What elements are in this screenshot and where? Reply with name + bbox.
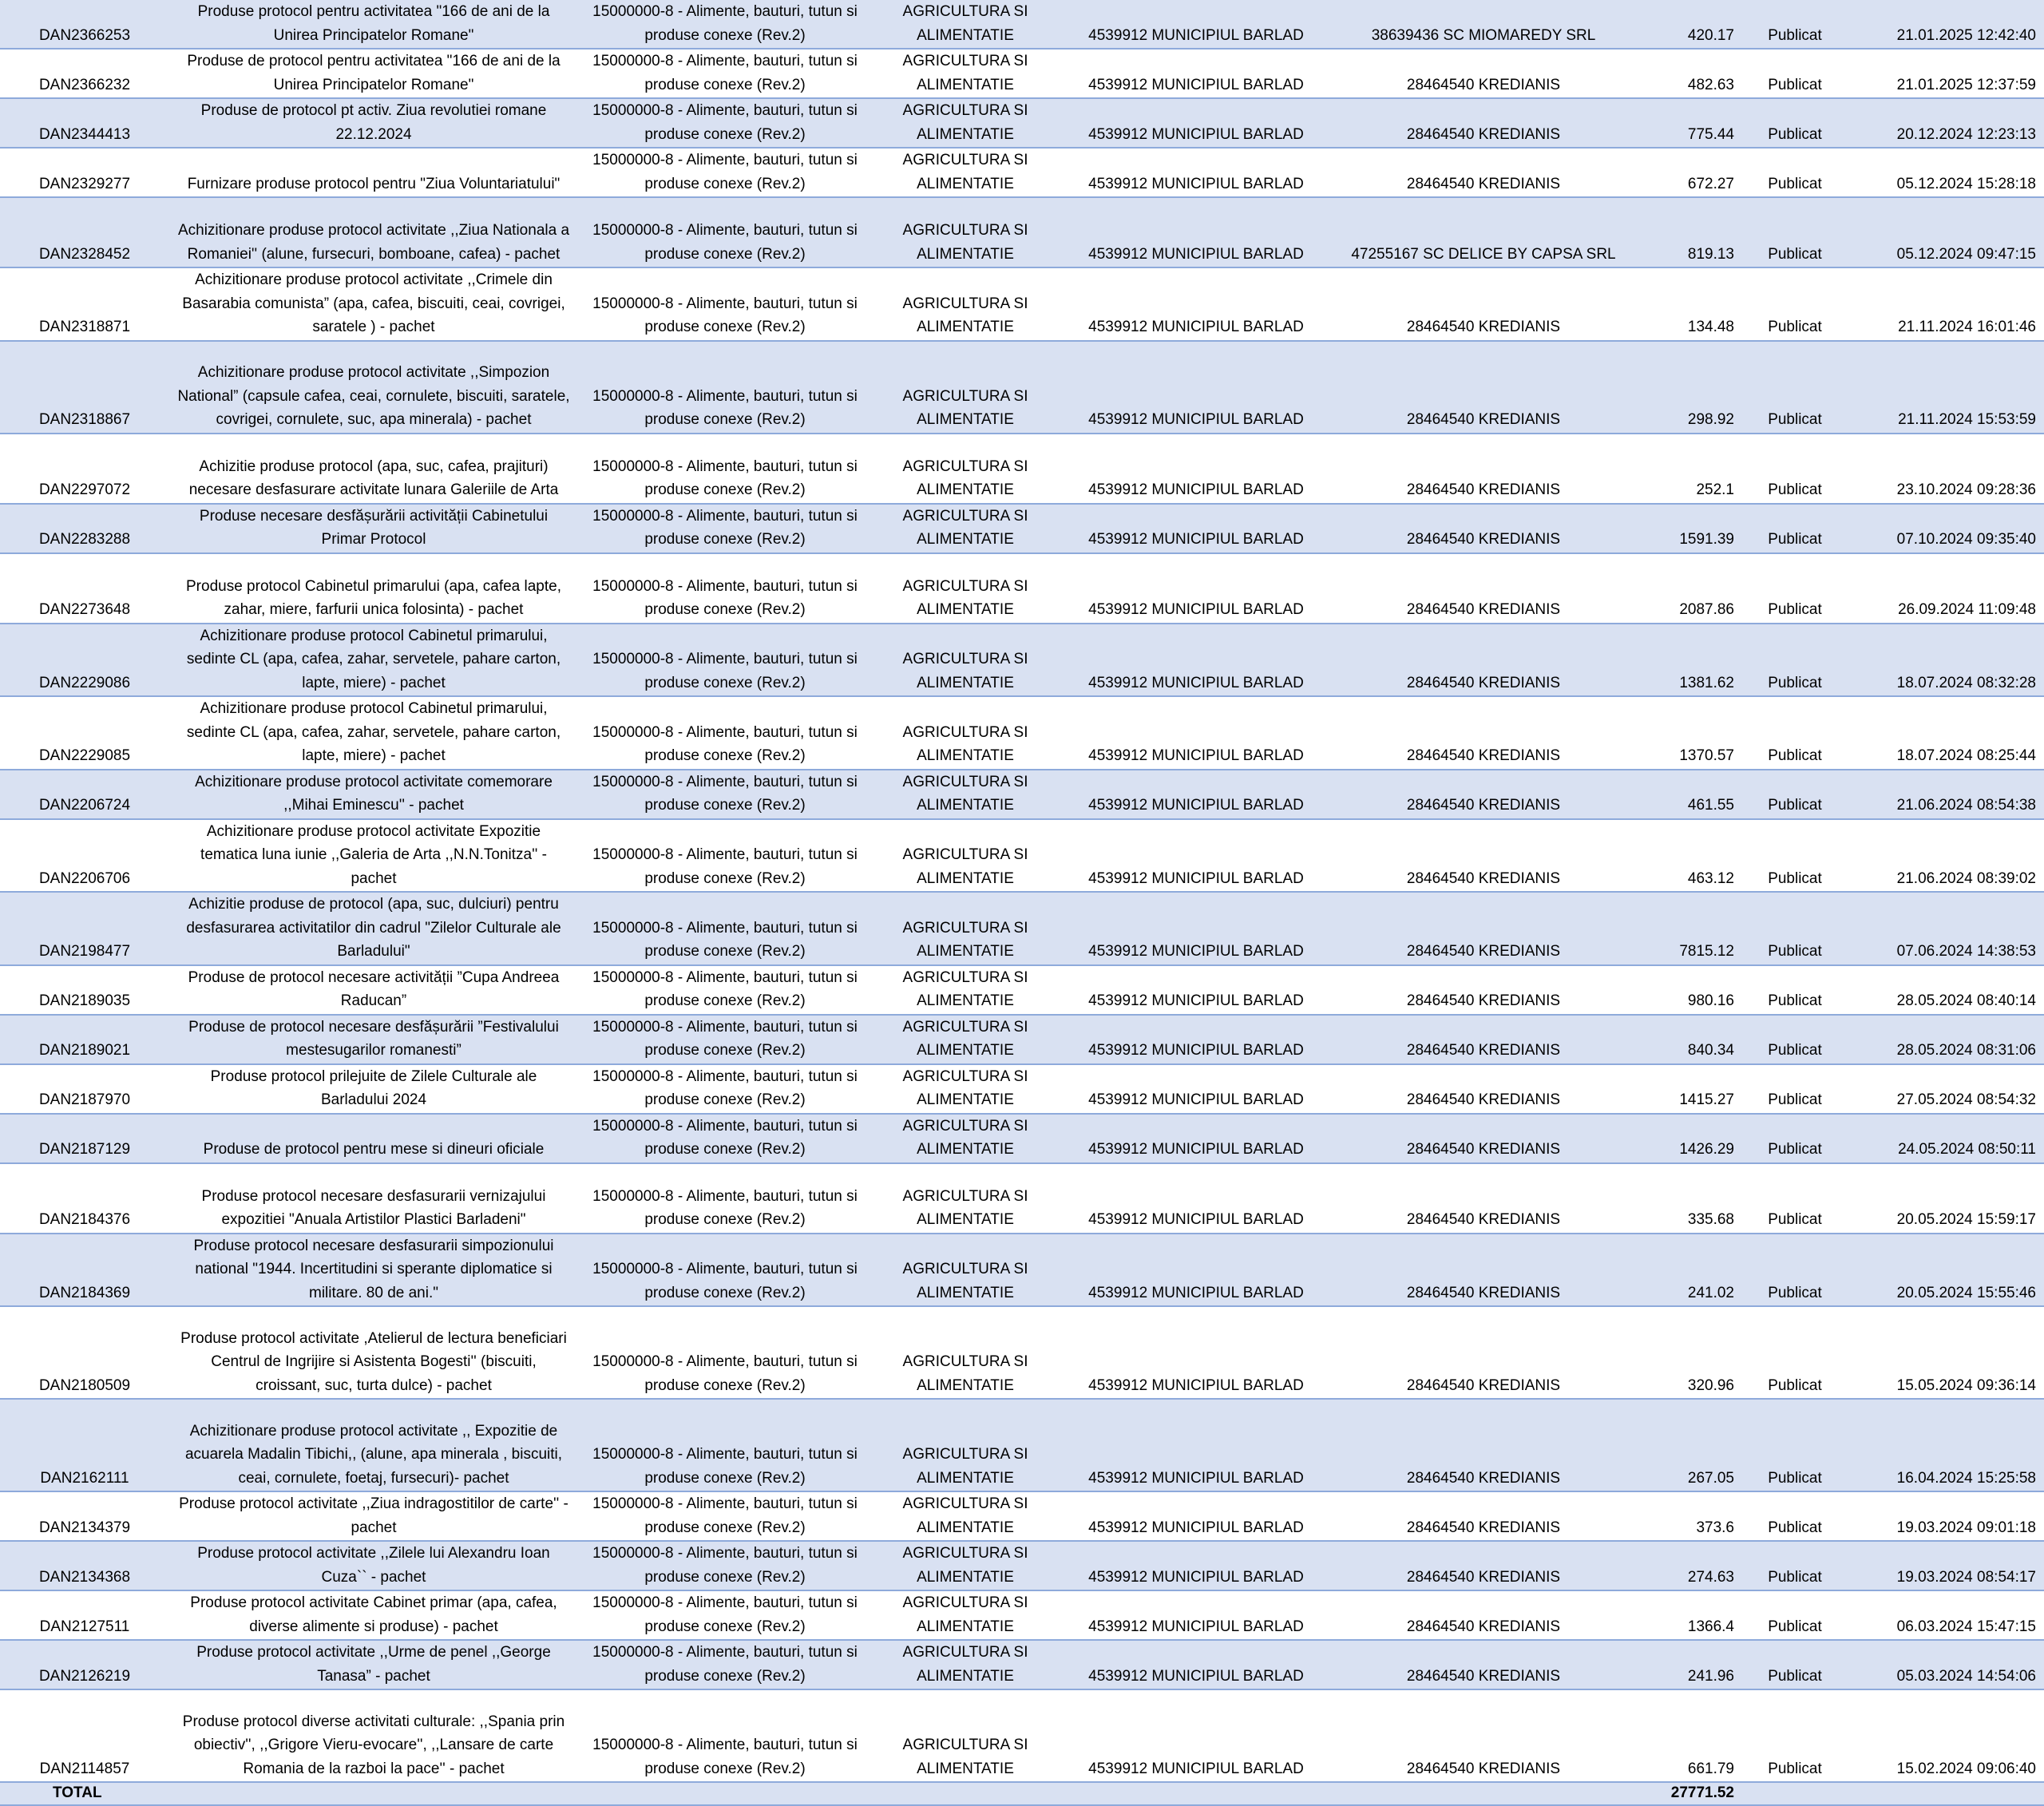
table-row (0, 1399, 2044, 1491)
cell-status: Publicat (1745, 197, 1844, 267)
cell-supplier: 28464540 KREDIANIS (1333, 1640, 1634, 1689)
table-row (0, 1114, 2044, 1163)
cell-value: 463.12 (1634, 819, 1745, 893)
cell-supplier: 28464540 KREDIANIS (1333, 1163, 1634, 1234)
cell-cpv-code: 15000000-8 - Alimente, bauturi, tutun si produse conexe (Rev.2) (578, 892, 872, 965)
cell-domain: AGRICULTURA SI ALIMENTATIE (872, 1640, 1059, 1689)
cell-description: Produse protocol prilejuite de Zilele Culturale ale Barladului 2024 (169, 1064, 578, 1114)
cell-cpv-code: 15000000-8 - Alimente, bauturi, tutun si produse conexe (Rev.2) (578, 504, 872, 553)
cell-domain: AGRICULTURA SI ALIMENTATIE (872, 892, 1059, 965)
cell-description: Achizitionare produse protocol activitate ,,Crimele din Basarabia comunista” (apa, cafea, biscuiti, ceai, covrigei, saratele ) - pachet (169, 267, 578, 341)
cell-description: Produse de protocol pentru mese si dineuri oficiale (169, 1114, 578, 1163)
cell-domain: AGRICULTURA SI ALIMENTATIE (872, 1541, 1059, 1590)
cell-description: Produse protocol activitate ,Atelierul de lectura beneficiari Centrul de Ingrijire si Asistenta Bogesti'' (biscuiti, croissant, suc, turta dulce) - pachet (169, 1306, 578, 1399)
cell-domain: AGRICULTURA SI ALIMENTATIE (872, 819, 1059, 893)
cell-status: Publicat (1745, 1491, 1844, 1541)
cell-authority: 4539912 MUNICIPIUL BARLAD (1059, 434, 1333, 504)
cell-status: Publicat (1745, 49, 1844, 98)
cell-supplier: 28464540 KREDIANIS (1333, 148, 1634, 197)
table-row (0, 1163, 2044, 1234)
cell-status: Publicat (1745, 624, 1844, 697)
cell-status: Publicat (1745, 965, 1844, 1015)
table-row (0, 98, 2044, 148)
cell-description: Produse protocol activitate Cabinet primar (apa, cafea, diverse alimente si produse) - pachet (169, 1590, 578, 1640)
cell-domain: AGRICULTURA SI ALIMENTATIE (872, 1163, 1059, 1234)
cell-description: Achizitionare produse protocol activitate ,, Expozitie de acuarela Madalin Tibichi,, (alune, apa minerala , biscuiti, ceai, cornulete, foetaj, fursecuri)- pachet (169, 1399, 578, 1491)
total-spacer (872, 1782, 1059, 1805)
cell-cpv-code: 15000000-8 - Alimente, bauturi, tutun si produse conexe (Rev.2) (578, 1306, 872, 1399)
cell-date: 07.10.2024 09:35:40 (1844, 504, 2044, 553)
cell-date: 20.12.2024 12:23:13 (1844, 98, 2044, 148)
cell-date: 07.06.2024 14:38:53 (1844, 892, 2044, 965)
cell-id: DAN2273648 (0, 553, 169, 624)
cell-value: 775.44 (1634, 98, 1745, 148)
cell-domain: AGRICULTURA SI ALIMENTATIE (872, 341, 1059, 434)
cell-description: Achizitionare produse protocol Cabinetul primarului, sedinte CL (apa, cafea, zahar, servetele, pahare carton, lapte, miere) - pachet (169, 624, 578, 697)
cell-id: DAN2366253 (0, 0, 169, 49)
cell-authority: 4539912 MUNICIPIUL BARLAD (1059, 1015, 1333, 1064)
cell-date: 18.07.2024 08:25:44 (1844, 696, 2044, 770)
cell-status: Publicat (1745, 696, 1844, 770)
cell-status: Publicat (1745, 1640, 1844, 1689)
cell-description: Produse protocol necesare desfasurarii vernizajului expozitiei "Anuala Artistilor Plastici Barladeni" (169, 1163, 578, 1234)
table-row (0, 1064, 2044, 1114)
cell-domain: AGRICULTURA SI ALIMENTATIE (872, 1015, 1059, 1064)
cell-supplier: 28464540 KREDIANIS (1333, 892, 1634, 965)
cell-domain: AGRICULTURA SI ALIMENTATIE (872, 1491, 1059, 1541)
cell-authority: 4539912 MUNICIPIUL BARLAD (1059, 1640, 1333, 1689)
cell-authority: 4539912 MUNICIPIUL BARLAD (1059, 1541, 1333, 1590)
cell-cpv-code: 15000000-8 - Alimente, bauturi, tutun si produse conexe (Rev.2) (578, 197, 872, 267)
cell-authority: 4539912 MUNICIPIUL BARLAD (1059, 148, 1333, 197)
cell-description: Achizitionare produse protocol activitate ,,Simpozion National” (capsule cafea, ceai, cornulete, biscuiti, saratele, covrigei, cornulete, suc, apa minerala) - pachet (169, 341, 578, 434)
cell-supplier: 28464540 KREDIANIS (1333, 1234, 1634, 1307)
cell-supplier: 28464540 KREDIANIS (1333, 98, 1634, 148)
cell-description: Produse protocol diverse activitati culturale: ,,Spania prin obiectiv'', ,,Grigore Vieru-evocare'', ,,Lansare de carte Romania de la razboi la pace'' - pachet (169, 1689, 578, 1782)
cell-value: 320.96 (1634, 1306, 1745, 1399)
cell-authority: 4539912 MUNICIPIUL BARLAD (1059, 965, 1333, 1015)
cell-id: DAN2283288 (0, 504, 169, 553)
table-row (0, 1689, 2044, 1782)
cell-date: 27.05.2024 08:54:32 (1844, 1064, 2044, 1114)
cell-date: 15.05.2024 09:36:14 (1844, 1306, 2044, 1399)
cell-authority: 4539912 MUNICIPIUL BARLAD (1059, 819, 1333, 893)
cell-id: DAN2189021 (0, 1015, 169, 1064)
cell-value: 7815.12 (1634, 892, 1745, 965)
cell-supplier: 28464540 KREDIANIS (1333, 696, 1634, 770)
cell-date: 23.10.2024 09:28:36 (1844, 434, 2044, 504)
cell-authority: 4539912 MUNICIPIUL BARLAD (1059, 553, 1333, 624)
cell-cpv-code: 15000000-8 - Alimente, bauturi, tutun si produse conexe (Rev.2) (578, 49, 872, 98)
cell-value: 267.05 (1634, 1399, 1745, 1491)
total-spacer (578, 1782, 872, 1805)
cell-domain: AGRICULTURA SI ALIMENTATIE (872, 434, 1059, 504)
cell-authority: 4539912 MUNICIPIUL BARLAD (1059, 98, 1333, 148)
cell-date: 20.05.2024 15:55:46 (1844, 1234, 2044, 1307)
cell-supplier: 28464540 KREDIANIS (1333, 1689, 1634, 1782)
cell-domain: AGRICULTURA SI ALIMENTATIE (872, 624, 1059, 697)
cell-date: 16.04.2024 15:25:58 (1844, 1399, 2044, 1491)
cell-date: 26.09.2024 11:09:48 (1844, 553, 2044, 624)
cell-status: Publicat (1745, 1306, 1844, 1399)
cell-value: 1415.27 (1634, 1064, 1745, 1114)
cell-id: DAN2318867 (0, 341, 169, 434)
cell-value: 252.1 (1634, 434, 1745, 504)
cell-cpv-code: 15000000-8 - Alimente, bauturi, tutun si produse conexe (Rev.2) (578, 1234, 872, 1307)
cell-value: 661.79 (1634, 1689, 1745, 1782)
cell-description: Achizitie produse protocol (apa, suc, cafea, prajituri) necesare desfasurare activitate lunara Galeriile de Arta (169, 434, 578, 504)
table-row (0, 624, 2044, 697)
cell-supplier: 28464540 KREDIANIS (1333, 1590, 1634, 1640)
cell-id: DAN2162111 (0, 1399, 169, 1491)
cell-cpv-code: 15000000-8 - Alimente, bauturi, tutun si produse conexe (Rev.2) (578, 1640, 872, 1689)
cell-cpv-code: 15000000-8 - Alimente, bauturi, tutun si produse conexe (Rev.2) (578, 624, 872, 697)
cell-status: Publicat (1745, 1114, 1844, 1163)
cell-cpv-code: 15000000-8 - Alimente, bauturi, tutun si produse conexe (Rev.2) (578, 267, 872, 341)
cell-id: DAN2187970 (0, 1064, 169, 1114)
cell-status: Publicat (1745, 434, 1844, 504)
cell-authority: 4539912 MUNICIPIUL BARLAD (1059, 1306, 1333, 1399)
cell-date: 05.12.2024 15:28:18 (1844, 148, 2044, 197)
cell-cpv-code: 15000000-8 - Alimente, bauturi, tutun si produse conexe (Rev.2) (578, 98, 872, 148)
cell-value: 482.63 (1634, 49, 1745, 98)
cell-date: 15.02.2024 09:06:40 (1844, 1689, 2044, 1782)
cell-value: 134.48 (1634, 267, 1745, 341)
cell-authority: 4539912 MUNICIPIUL BARLAD (1059, 624, 1333, 697)
cell-cpv-code: 15000000-8 - Alimente, bauturi, tutun si produse conexe (Rev.2) (578, 1064, 872, 1114)
cell-description: Produse protocol activitate ,,Urme de penel ,,George Tanasa” - pachet (169, 1640, 578, 1689)
cell-supplier: 47255167 SC DELICE BY CAPSA SRL (1333, 197, 1634, 267)
cell-id: DAN2297072 (0, 434, 169, 504)
cell-id: DAN2229086 (0, 624, 169, 697)
cell-status: Publicat (1745, 1689, 1844, 1782)
cell-description: Produse protocol activitate ,,Zilele lui Alexandru Ioan Cuza`` - pachet (169, 1541, 578, 1590)
cell-authority: 4539912 MUNICIPIUL BARLAD (1059, 0, 1333, 49)
cell-domain: AGRICULTURA SI ALIMENTATIE (872, 1114, 1059, 1163)
cell-status: Publicat (1745, 892, 1844, 965)
cell-status: Publicat (1745, 267, 1844, 341)
cell-supplier: 28464540 KREDIANIS (1333, 434, 1634, 504)
cell-value: 1591.39 (1634, 504, 1745, 553)
cell-supplier: 28464540 KREDIANIS (1333, 1306, 1634, 1399)
cell-description: Produse protocol Cabinetul primarului (apa, cafea lapte, zahar, miere, farfurii unica folosinta) - pachet (169, 553, 578, 624)
cell-value: 373.6 (1634, 1491, 1745, 1541)
cell-cpv-code: 15000000-8 - Alimente, bauturi, tutun si produse conexe (Rev.2) (578, 965, 872, 1015)
cell-supplier: 28464540 KREDIANIS (1333, 1491, 1634, 1541)
cell-authority: 4539912 MUNICIPIUL BARLAD (1059, 197, 1333, 267)
cell-supplier: 28464540 KREDIANIS (1333, 49, 1634, 98)
cell-id: DAN2328452 (0, 197, 169, 267)
cell-domain: AGRICULTURA SI ALIMENTATIE (872, 553, 1059, 624)
table-row (0, 1015, 2044, 1064)
cell-description: Produse de protocol necesare activității ”Cupa Andreea Raducan” (169, 965, 578, 1015)
cell-domain: AGRICULTURA SI ALIMENTATIE (872, 1399, 1059, 1491)
cell-value: 1426.29 (1634, 1114, 1745, 1163)
table-row (0, 696, 2044, 770)
cell-cpv-code: 15000000-8 - Alimente, bauturi, tutun si produse conexe (Rev.2) (578, 770, 872, 819)
cell-cpv-code: 15000000-8 - Alimente, bauturi, tutun si produse conexe (Rev.2) (578, 1114, 872, 1163)
cell-date: 21.11.2024 16:01:46 (1844, 267, 2044, 341)
cell-id: DAN2187129 (0, 1114, 169, 1163)
cell-status: Publicat (1745, 98, 1844, 148)
cell-id: DAN2329277 (0, 148, 169, 197)
cell-status: Publicat (1745, 553, 1844, 624)
cell-description: Produse protocol necesare desfasurarii simpozionului national "1944. Incertitudini si sperante diplomatice si militare. 80 de ani." (169, 1234, 578, 1307)
cell-value: 840.34 (1634, 1015, 1745, 1064)
cell-domain: AGRICULTURA SI ALIMENTATIE (872, 504, 1059, 553)
cell-authority: 4539912 MUNICIPIUL BARLAD (1059, 770, 1333, 819)
cell-id: DAN2134379 (0, 1491, 169, 1541)
cell-description: Achizitionare produse protocol activitate comemorare ,,Mihai Eminescu'' - pachet (169, 770, 578, 819)
total-spacer (1745, 1782, 1844, 1805)
cell-cpv-code: 15000000-8 - Alimente, bauturi, tutun si produse conexe (Rev.2) (578, 148, 872, 197)
cell-domain: AGRICULTURA SI ALIMENTATIE (872, 965, 1059, 1015)
cell-supplier: 28464540 KREDIANIS (1333, 624, 1634, 697)
cell-cpv-code: 15000000-8 - Alimente, bauturi, tutun si produse conexe (Rev.2) (578, 1491, 872, 1541)
cell-id: DAN2206724 (0, 770, 169, 819)
cell-description: Achizitionare produse protocol Cabinetul primarului, sedinte CL (apa, cafea, zahar, servetele, pahare carton, lapte, miere) - pachet (169, 696, 578, 770)
cell-authority: 4539912 MUNICIPIUL BARLAD (1059, 341, 1333, 434)
cell-cpv-code: 15000000-8 - Alimente, bauturi, tutun si produse conexe (Rev.2) (578, 553, 872, 624)
cell-date: 21.11.2024 15:53:59 (1844, 341, 2044, 434)
total-row (0, 1782, 2044, 1805)
cell-cpv-code: 15000000-8 - Alimente, bauturi, tutun si produse conexe (Rev.2) (578, 696, 872, 770)
cell-authority: 4539912 MUNICIPIUL BARLAD (1059, 49, 1333, 98)
cell-value: 420.17 (1634, 0, 1745, 49)
cell-description: Produse de protocol pt activ. Ziua revolutiei romane 22.12.2024 (169, 98, 578, 148)
table-row (0, 553, 2044, 624)
cell-value: 672.27 (1634, 148, 1745, 197)
cell-supplier: 28464540 KREDIANIS (1333, 770, 1634, 819)
cell-domain: AGRICULTURA SI ALIMENTATIE (872, 267, 1059, 341)
cell-status: Publicat (1745, 148, 1844, 197)
cell-supplier: 28464540 KREDIANIS (1333, 1541, 1634, 1590)
cell-date: 21.01.2025 12:42:40 (1844, 0, 2044, 49)
cell-authority: 4539912 MUNICIPIUL BARLAD (1059, 1064, 1333, 1114)
table-row (0, 267, 2044, 341)
cell-authority: 4539912 MUNICIPIUL BARLAD (1059, 1689, 1333, 1782)
cell-status: Publicat (1745, 1234, 1844, 1307)
cell-id: DAN2134368 (0, 1541, 169, 1590)
cell-description: Produse necesare desfășurării activității Cabinetului Primar Protocol (169, 504, 578, 553)
cell-id: DAN2206706 (0, 819, 169, 893)
cell-description: Achizitionare produse protocol activitate ,,Ziua Nationala a Romaniei'' (alune, fursecuri, bomboane, cafea) - pachet (169, 197, 578, 267)
cell-status: Publicat (1745, 1064, 1844, 1114)
cell-id: DAN2229085 (0, 696, 169, 770)
cell-supplier: 28464540 KREDIANIS (1333, 267, 1634, 341)
table-row (0, 892, 2044, 965)
table-row (0, 504, 2044, 553)
cell-date: 21.06.2024 08:39:02 (1844, 819, 2044, 893)
cell-authority: 4539912 MUNICIPIUL BARLAD (1059, 1399, 1333, 1491)
cell-description: Produse protocol activitate ,,Ziua indragostitilor de carte'' - pachet (169, 1491, 578, 1541)
cell-status: Publicat (1745, 1541, 1844, 1590)
table-row (0, 1640, 2044, 1689)
cell-date: 28.05.2024 08:31:06 (1844, 1015, 2044, 1064)
table-row (0, 965, 2044, 1015)
table-row (0, 770, 2044, 819)
cell-cpv-code: 15000000-8 - Alimente, bauturi, tutun si produse conexe (Rev.2) (578, 819, 872, 893)
cell-status: Publicat (1745, 1015, 1844, 1064)
cell-id: DAN2189035 (0, 965, 169, 1015)
cell-value: 1370.57 (1634, 696, 1745, 770)
table-row (0, 1590, 2044, 1640)
cell-value: 241.96 (1634, 1640, 1745, 1689)
cell-id: DAN2126219 (0, 1640, 169, 1689)
cell-authority: 4539912 MUNICIPIUL BARLAD (1059, 504, 1333, 553)
cell-status: Publicat (1745, 0, 1844, 49)
table-row (0, 341, 2044, 434)
cell-status: Publicat (1745, 770, 1844, 819)
cell-description: Produse protocol pentru activitatea "166 de ani de la Unirea Principatelor Romane" (169, 0, 578, 49)
cell-supplier: 28464540 KREDIANIS (1333, 553, 1634, 624)
cell-status: Publicat (1745, 1399, 1844, 1491)
cell-id: DAN2184369 (0, 1234, 169, 1307)
cell-status: Publicat (1745, 1163, 1844, 1234)
cell-authority: 4539912 MUNICIPIUL BARLAD (1059, 1491, 1333, 1541)
cell-domain: AGRICULTURA SI ALIMENTATIE (872, 696, 1059, 770)
cell-supplier: 28464540 KREDIANIS (1333, 1114, 1634, 1163)
total-spacer (1059, 1782, 1333, 1805)
cell-value: 274.63 (1634, 1541, 1745, 1590)
cell-supplier: 28464540 KREDIANIS (1333, 341, 1634, 434)
table-row (0, 1491, 2044, 1541)
cell-value: 1366.4 (1634, 1590, 1745, 1640)
cell-status: Publicat (1745, 504, 1844, 553)
cell-domain: AGRICULTURA SI ALIMENTATIE (872, 148, 1059, 197)
cell-value: 335.68 (1634, 1163, 1745, 1234)
cell-value: 980.16 (1634, 965, 1745, 1015)
cell-description: Produse de protocol necesare desfășurării ”Festivalului mestesugarilor romanesti” (169, 1015, 578, 1064)
table-row (0, 1306, 2044, 1399)
cell-domain: AGRICULTURA SI ALIMENTATIE (872, 770, 1059, 819)
cell-supplier: 28464540 KREDIANIS (1333, 819, 1634, 893)
cell-domain: AGRICULTURA SI ALIMENTATIE (872, 1234, 1059, 1307)
cell-cpv-code: 15000000-8 - Alimente, bauturi, tutun si produse conexe (Rev.2) (578, 1590, 872, 1640)
cell-id: DAN2198477 (0, 892, 169, 965)
table-row (0, 1541, 2044, 1590)
cell-date: 20.05.2024 15:59:17 (1844, 1163, 2044, 1234)
cell-supplier: 28464540 KREDIANIS (1333, 504, 1634, 553)
cell-domain: AGRICULTURA SI ALIMENTATIE (872, 1689, 1059, 1782)
cell-id: DAN2114857 (0, 1689, 169, 1782)
cell-cpv-code: 15000000-8 - Alimente, bauturi, tutun si produse conexe (Rev.2) (578, 434, 872, 504)
table-row (0, 49, 2044, 98)
cell-date: 28.05.2024 08:40:14 (1844, 965, 2044, 1015)
table-row (0, 0, 2044, 49)
table-row (0, 1234, 2044, 1307)
cell-supplier: 28464540 KREDIANIS (1333, 1399, 1634, 1491)
cell-date: 19.03.2024 08:54:17 (1844, 1541, 2044, 1590)
cell-value: 819.13 (1634, 197, 1745, 267)
cell-supplier: 28464540 KREDIANIS (1333, 965, 1634, 1015)
cell-cpv-code: 15000000-8 - Alimente, bauturi, tutun si produse conexe (Rev.2) (578, 0, 872, 49)
cell-date: 05.03.2024 14:54:06 (1844, 1640, 2044, 1689)
cell-value: 2087.86 (1634, 553, 1745, 624)
cell-authority: 4539912 MUNICIPIUL BARLAD (1059, 696, 1333, 770)
cell-domain: AGRICULTURA SI ALIMENTATIE (872, 1306, 1059, 1399)
total-value: 27771.52 (1634, 1782, 1745, 1805)
cell-domain: AGRICULTURA SI ALIMENTATIE (872, 1064, 1059, 1114)
total-label: TOTAL (0, 1782, 169, 1805)
cell-date: 06.03.2024 15:47:15 (1844, 1590, 2044, 1640)
cell-description: Furnizare produse protocol pentru "Ziua Voluntariatului" (169, 148, 578, 197)
cell-id: DAN2366232 (0, 49, 169, 98)
cell-description: Produse de protocol pentru activitatea "166 de ani de la Unirea Principatelor Romane" (169, 49, 578, 98)
cell-supplier: 38639436 SC MIOMAREDY SRL (1333, 0, 1634, 49)
total-spacer (1333, 1782, 1634, 1805)
cell-date: 05.12.2024 09:47:15 (1844, 197, 2044, 267)
total-spacer (169, 1782, 578, 1805)
cell-authority: 4539912 MUNICIPIUL BARLAD (1059, 1234, 1333, 1307)
cell-date: 21.01.2025 12:37:59 (1844, 49, 2044, 98)
cell-id: DAN2180509 (0, 1306, 169, 1399)
cell-cpv-code: 15000000-8 - Alimente, bauturi, tutun si produse conexe (Rev.2) (578, 1163, 872, 1234)
table-row (0, 434, 2044, 504)
cell-value: 461.55 (1634, 770, 1745, 819)
cell-domain: AGRICULTURA SI ALIMENTATIE (872, 0, 1059, 49)
cell-id: DAN2344413 (0, 98, 169, 148)
cell-status: Publicat (1745, 341, 1844, 434)
cell-value: 241.02 (1634, 1234, 1745, 1307)
table-row (0, 819, 2044, 893)
cell-id: DAN2127511 (0, 1590, 169, 1640)
cell-date: 21.06.2024 08:54:38 (1844, 770, 2044, 819)
cell-status: Publicat (1745, 819, 1844, 893)
cell-description: Achizitionare produse protocol activitate Expozitie tematica luna iunie ,,Galeria de Arta ,,N.N.Tonitza'' - pachet (169, 819, 578, 893)
cell-cpv-code: 15000000-8 - Alimente, bauturi, tutun si produse conexe (Rev.2) (578, 341, 872, 434)
cell-description: Achizitie produse de protocol (apa, suc, dulciuri) pentru desfasurarea activitatilor din cadrul "Zilelor Culturale ale Barladului" (169, 892, 578, 965)
cell-authority: 4539912 MUNICIPIUL BARLAD (1059, 1114, 1333, 1163)
cell-date: 24.05.2024 08:50:11 (1844, 1114, 2044, 1163)
table-row (0, 148, 2044, 197)
cell-domain: AGRICULTURA SI ALIMENTATIE (872, 1590, 1059, 1640)
total-spacer (1844, 1782, 2044, 1805)
cell-domain: AGRICULTURA SI ALIMENTATIE (872, 49, 1059, 98)
cell-authority: 4539912 MUNICIPIUL BARLAD (1059, 892, 1333, 965)
cell-authority: 4539912 MUNICIPIUL BARLAD (1059, 1163, 1333, 1234)
cell-supplier: 28464540 KREDIANIS (1333, 1015, 1634, 1064)
cell-date: 18.07.2024 08:32:28 (1844, 624, 2044, 697)
cell-cpv-code: 15000000-8 - Alimente, bauturi, tutun si produse conexe (Rev.2) (578, 1015, 872, 1064)
cell-supplier: 28464540 KREDIANIS (1333, 1064, 1634, 1114)
cell-authority: 4539912 MUNICIPIUL BARLAD (1059, 267, 1333, 341)
cell-cpv-code: 15000000-8 - Alimente, bauturi, tutun si produse conexe (Rev.2) (578, 1399, 872, 1491)
cell-id: DAN2184376 (0, 1163, 169, 1234)
cell-cpv-code: 15000000-8 - Alimente, bauturi, tutun si produse conexe (Rev.2) (578, 1689, 872, 1782)
cell-authority: 4539912 MUNICIPIUL BARLAD (1059, 1590, 1333, 1640)
cell-value: 298.92 (1634, 341, 1745, 434)
cell-id: DAN2318871 (0, 267, 169, 341)
cell-domain: AGRICULTURA SI ALIMENTATIE (872, 98, 1059, 148)
table-row (0, 197, 2044, 267)
cell-cpv-code: 15000000-8 - Alimente, bauturi, tutun si produse conexe (Rev.2) (578, 1541, 872, 1590)
cell-status: Publicat (1745, 1590, 1844, 1640)
cell-date: 19.03.2024 09:01:18 (1844, 1491, 2044, 1541)
cell-value: 1381.62 (1634, 624, 1745, 697)
cell-domain: AGRICULTURA SI ALIMENTATIE (872, 197, 1059, 267)
